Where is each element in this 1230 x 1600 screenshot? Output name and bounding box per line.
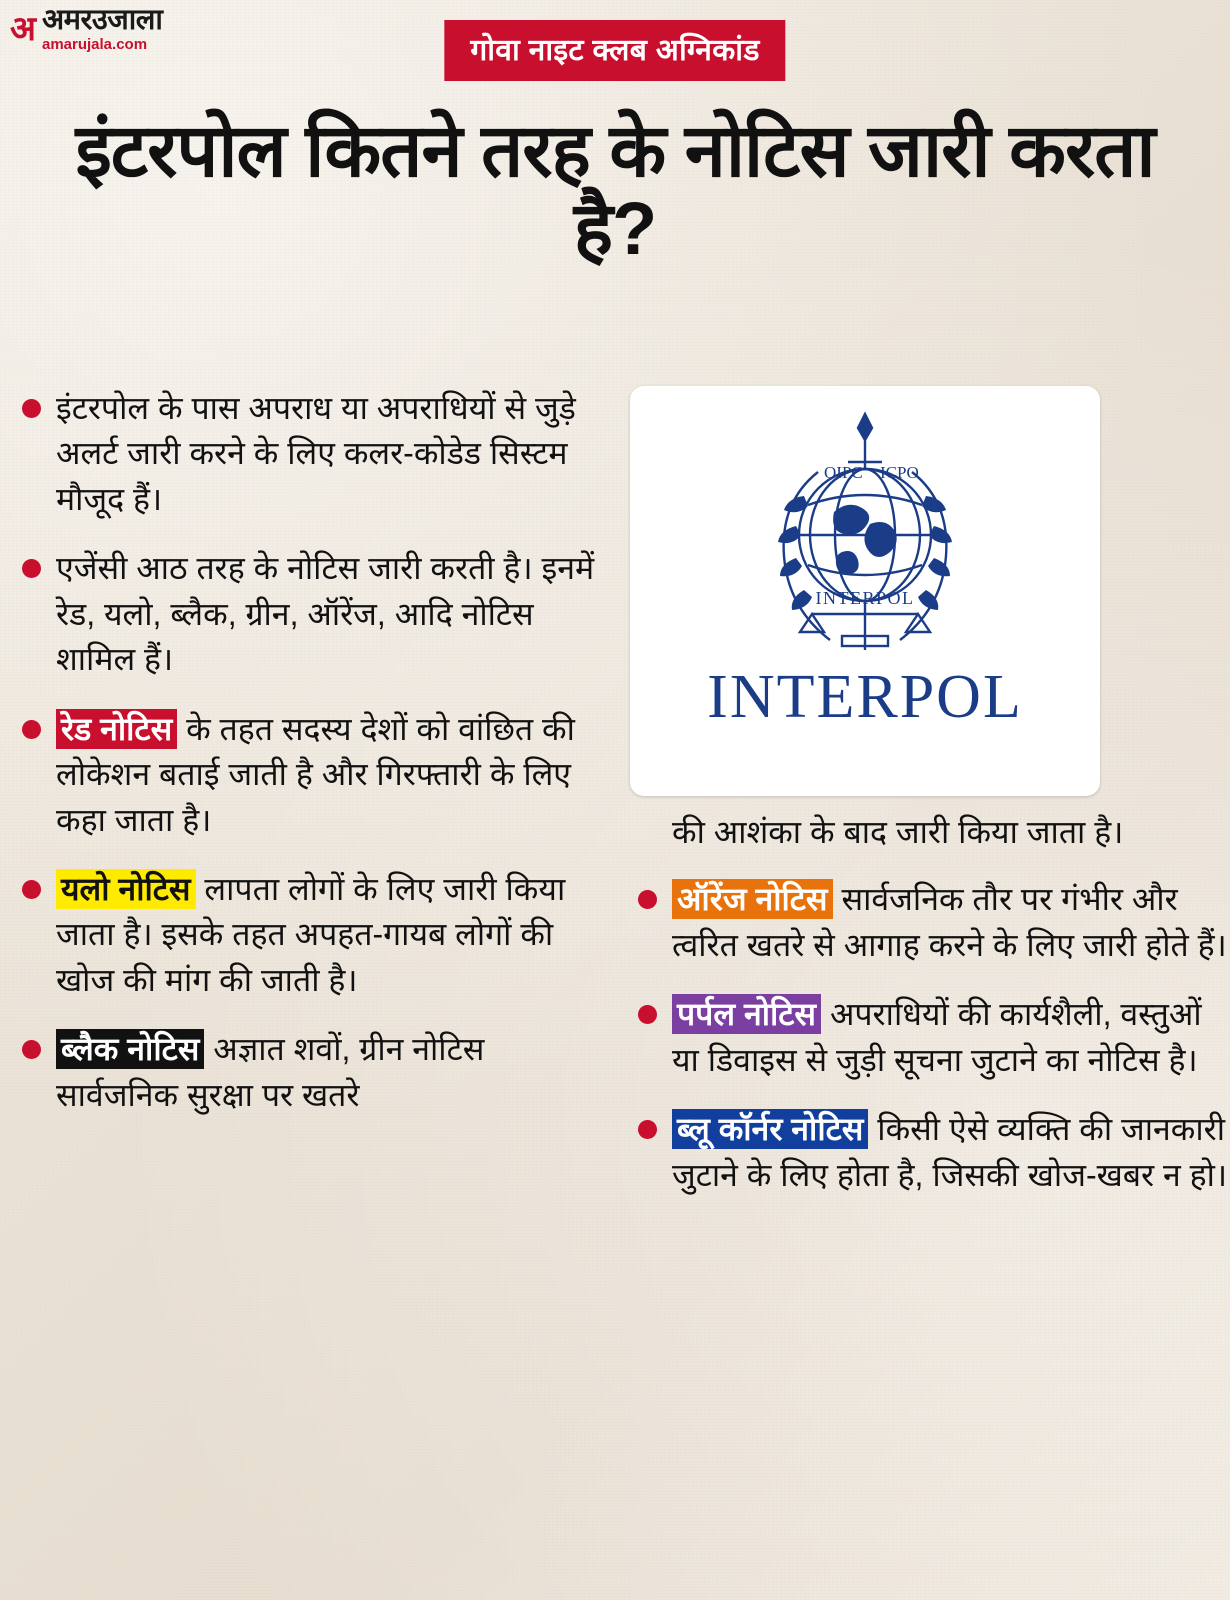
list-item — [14, 546, 614, 682]
list-item — [14, 386, 614, 522]
bullet-text: अपराधियों की कार्यशैली, वस्तुओं या डिवाइस से जुड़ी सूचना जुटाने का नोटिस है। — [672, 996, 1202, 1078]
list-item — [630, 1107, 1230, 1198]
bullet-text: इंटरपोल के पास अपराध या अपराधियों से जुड़े अलर्ट जारी करने के लिए कलर-कोडेड सिस्टम मौजूद हैं। — [56, 390, 576, 517]
continuation-text: की आशंका के बाद जारी किया जाता है। — [672, 814, 1124, 850]
topic-tag-banner: गोवा नाइट क्लब अग्निकांड — [444, 20, 785, 81]
bullet-text: अज्ञात शवों, ग्रीन नोटिस सार्वजनिक सुरक्षा पर खतरे — [56, 1031, 485, 1113]
page-title: इंटरपोल कितने तरह के नोटिस जारी करता है? — [75, 109, 1155, 271]
bullet-text: लापता लोगों के लिए जारी किया जाता है। इसके तहत अपहत-गायब लोगों की खोज की मांग की जाती है। — [56, 870, 566, 998]
masthead-title: अमरउजाला — [41, 4, 163, 36]
masthead-url: amarujala.com — [41, 36, 148, 53]
blue-corner-notice-tag: ब्लू कॉर्नर नोटिस — [672, 1109, 868, 1149]
emblem-icpo-label: ICPO — [880, 463, 919, 482]
list-item — [14, 867, 614, 1003]
publisher-masthead — [10, 6, 162, 52]
purple-notice-tag: पर्पल नोटिस — [672, 994, 821, 1034]
amar-ujala-logo-icon: अ — [10, 10, 36, 48]
bullet-text: सार्वजनिक तौर पर गंभीर और त्वरित खतरे से आगाह करने के लिए जारी होते हैं। — [672, 881, 1227, 963]
bullet-text: के तहत सदस्य देशों को वांछित की लोकेशन बताई जाती है और गिरफ्तारी के लिए कहा जाता है। — [56, 710, 575, 838]
red-notice-tag: रेड नोटिस — [56, 709, 177, 749]
emblem-oipc-label: OIPC — [824, 463, 863, 482]
content-columns — [0, 386, 1230, 1600]
right-bullet-list — [630, 877, 1230, 1198]
list-item — [14, 707, 614, 843]
bullet-text: एजेंसी आठ तरह के नोटिस जारी करती है। इनमें रेड, यलो, ब्लैक, ग्रीन, ऑरेंज, आदि नोटिस शामिल हैं। — [56, 550, 595, 678]
black-notice-tag: ब्लैक नोटिस — [56, 1029, 204, 1069]
bullet-text: किसी ऐसे व्यक्ति की जानकारी जुटाने के लिए होता है, जिसकी खोज-खबर न हो। — [672, 1111, 1228, 1193]
logo-card-spacer — [630, 386, 1230, 810]
list-item — [630, 992, 1230, 1083]
yellow-notice-tag: यलो नोटिस — [56, 869, 196, 909]
masthead-text — [42, 6, 162, 52]
left-column — [14, 386, 614, 1142]
orange-notice-tag: ऑरेंज नोटिस — [672, 879, 833, 919]
list-item — [14, 1027, 614, 1118]
right-column — [630, 386, 1230, 1222]
list-item — [630, 877, 1230, 968]
left-bullet-list — [14, 386, 614, 1118]
interpol-wordmark: INTERPOL — [707, 663, 1023, 731]
emblem-arc-label: INTERPOL — [815, 588, 915, 608]
